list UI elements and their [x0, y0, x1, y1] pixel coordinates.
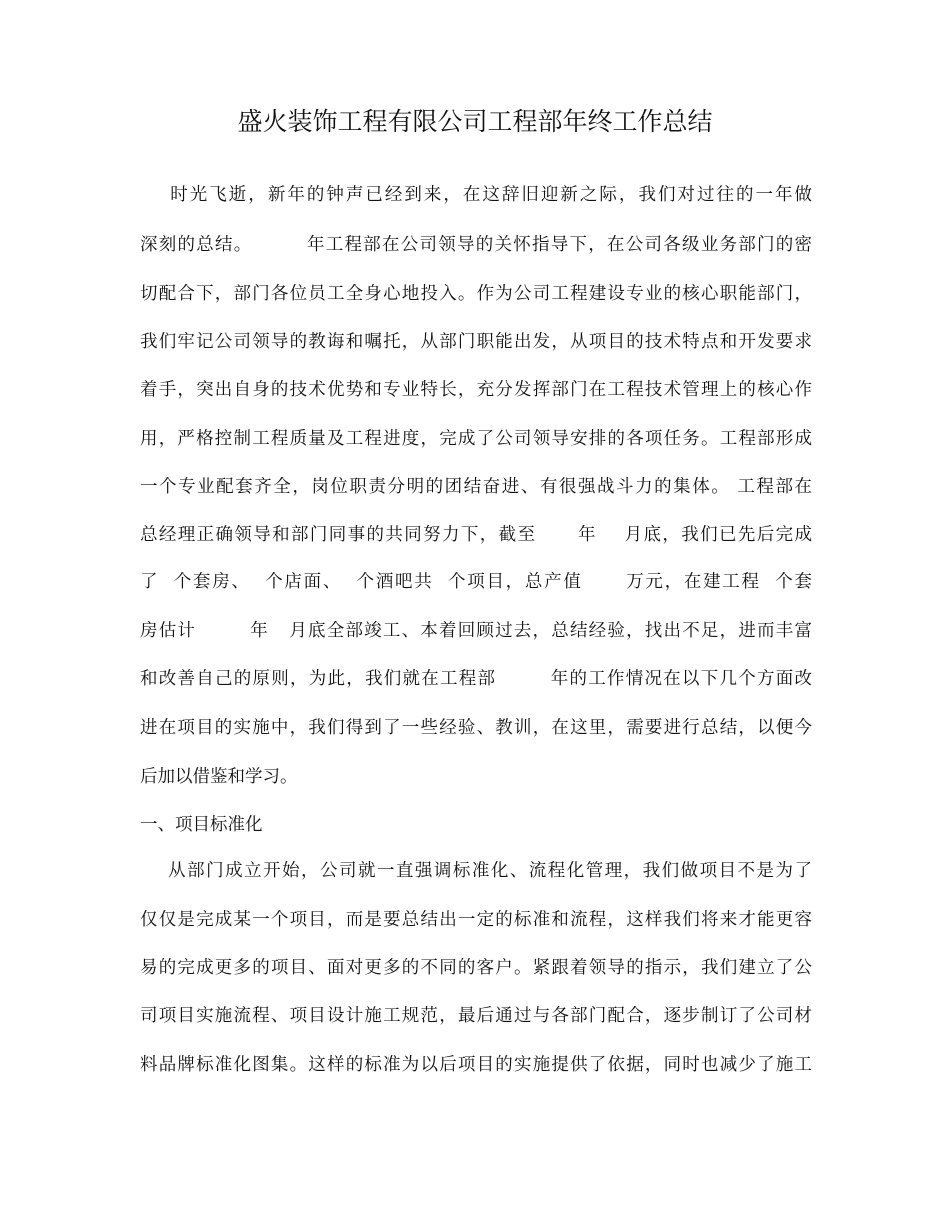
- paragraph-line: 房估计 年 月底全部竣工、本着回顾过去，总结经验，找出不足，进而丰富: [140, 621, 812, 641]
- paragraph-line: 着手，突出自身的技术优势和专业特长，充分发挥部门在工程技术管理上的核心作: [140, 380, 812, 400]
- paragraph-line: 进在项目的实施中，我们得到了一些经验、教训，在这里，需要进行总结，以便今: [140, 718, 812, 738]
- paragraph-line: 时光飞逝，新年的钟声已经到来，在这辞旧迎新之际，我们对过往的一年做: [140, 185, 812, 205]
- paragraph-line: 司项目实施流程、项目设计施工规范，最后通过与各部门配合，逐步制订了公司材: [140, 1006, 812, 1026]
- document-title: 盛火装饰工程有限公司工程部年终工作总结: [237, 107, 713, 136]
- paragraph-line: 总经理正确领导和部门同事的共同努力下，截至 年 月底，我们已先后完成: [140, 525, 812, 545]
- paragraph-line: 从部门成立开始，公司就一直强调标准化、流程化管理，我们做项目不是为了: [140, 861, 812, 881]
- paragraph-line: 仅仅是完成某一个项目，而是要总结出一定的标准和流程，这样我们将来才能更容: [140, 910, 812, 930]
- paragraph-line: 料品牌标准化图集。这样的标准为以后项目的实施提供了依据，同时也减少了施工: [140, 1055, 812, 1075]
- paragraph-line: 易的完成更多的项目、面对更多的不同的客户。紧跟着领导的指示，我们建立了公: [140, 958, 812, 978]
- paragraph-line: 用，严格控制工程质量及工程进度，完成了公司领导安排的各项任务。工程部形成: [140, 429, 812, 449]
- paragraph-line: 深刻的总结。 年工程部在公司领导的关怀指导下，在公司各级业务部门的密: [140, 235, 812, 255]
- paragraph-line: 我们牢记公司领导的教诲和嘱托，从部门职能出发，从项目的技术特点和开发要求: [140, 332, 812, 352]
- paragraph-line: 一个专业配套齐全，岗位职责分明的团结奋进、有很强战斗力的集体。 工程部在: [140, 477, 812, 497]
- paragraph-line: 和改善自己的原则，为此，我们就在工程部 年的工作情况在以下几个方面改: [140, 669, 812, 689]
- paragraph-line: 了 个套房、 个店面、 个酒吧共 个项目，总产值 万元，在建工程 个套: [140, 572, 812, 592]
- paragraph-line: 切配合下，部门各位员工全身心地投入。作为公司工程建设专业的核心职能部门，: [140, 284, 812, 304]
- paragraph-line: 后加以借鉴和学习。: [140, 767, 298, 787]
- section-heading: 一、项目标准化: [140, 815, 263, 835]
